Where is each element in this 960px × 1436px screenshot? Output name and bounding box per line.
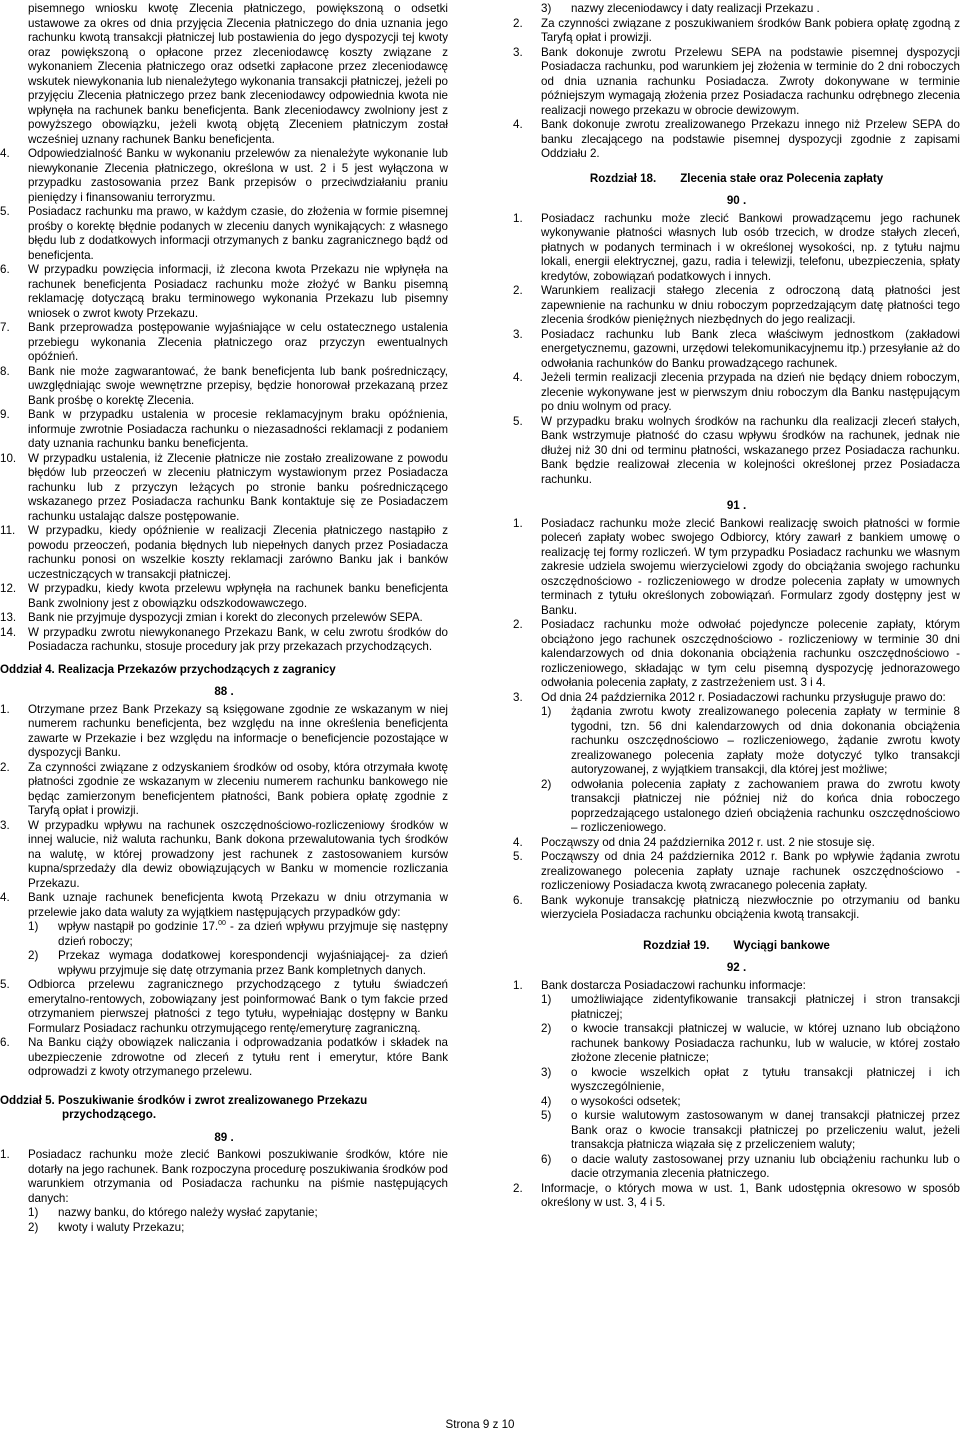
sub-list-item-text: żądania zwrotu kwoty zrealizowanego polecenia zapłaty w terminie 8 tygodni, tzn. 56 dni kalendarzowych od dnia dokonania obciążenia rachunku oszczędnościowo – rozliczeniowego, żądanie zwrotu kwoty zrealizowanego polecenia zapłaty może dotyczyć tylko transakcji autoryzowanej, z wyjątkiem transakcji, dla której jest możliwe; (571, 705, 960, 776)
list-item-text: W przypadku wpływu na rachunek oszczędnościowo-rozliczeniowy środków w innej walucie, niż waluta rachunku, Bank dokona przewalutowania tych środków na walutę, w której prowadzony jest rachunek z zastosowaniem kursów kupna/sprzedaży dla dewiz obowiązujących w Banku w momencie rozliczania Przekazu. (28, 818, 448, 890)
list-item-text: Bank dokonuje zwrotu zrealizowanego Przekazu innego niż Przelew SEPA do banku zlecającego na podstawie pisemnej dyspozycji zgodnie z zapisami Oddziału 2. (541, 118, 960, 160)
list-item (0, 408, 448, 452)
article-91-list (513, 517, 960, 706)
list-item-number: 7. (0, 321, 10, 334)
list-item (0, 263, 448, 321)
list-item-text: Jeżeli termin realizacji zlecenia przypada na dzień nie będący dniem roboczym, zlecenie wykonywane jest w pierwszym dniu roboczym dla Banku następującym po dniu wolnym od pracy. (541, 371, 960, 413)
sub-list-item-text: o kwocie wszelkich opłat z tytułu transakcji płatniczej i ich wyszczególnienie, (571, 1065, 960, 1093)
sub-list-item (513, 1066, 960, 1095)
list-item (513, 118, 960, 162)
list-item-number: 4. (513, 118, 523, 131)
list-item-number: 5. (513, 414, 523, 428)
article-89-item-1: 1. Posiadacz rachunku może zlecić Bankowi poszukiwanie środków, które nie dotarły na jego rachunek. Bank rozpoczyna procedurę poszukiwania środków pod warunkiem otrzymania od Posiadacza rachunku na piśmie następujących danych: (0, 1148, 448, 1205)
list-item-number: 6. (0, 1036, 10, 1049)
list-item-text: W przypadku, kiedy opóźnienie w realizacji Zlecenia płatniczego nastąpiło z powodu przeoczeń, podania błędnych lub niepełnych danych przez Posiadacza rachunku ponosi on wszelkie koszty reklamacji zarówno Banku jak i banków uczestniczących w transakcji płatniczej. (28, 524, 448, 581)
list-item (0, 524, 448, 582)
article-90-list (513, 212, 960, 488)
list-item-number: 4. (0, 147, 10, 160)
list-item (0, 761, 448, 819)
list-item-text: W przypadku ustalenia, iż Zlecenie płatnicze nie zostało zrealizowane z powodu błędów lub przeoczeń w zleceniu płatniczym wystawionym przez Posiadacza rachunku lub z przyczyn leżących po stronie banku pośredniczącego wskazanego przez Posiadacza rachunku Bank kontaktuje się ze Posiadaczem rachunku ustalając dalsze postępowanie. (28, 451, 448, 523)
list-item (513, 836, 960, 851)
list-item-text: Posiadacz rachunku może zlecić Bankowi prowadzącemu jego rachunek wykonywanie płatności własnych lub osób trzecich, w drodze stałych zleceń, płatnych w podanych terminach i w określonej wysokości, np. z tytułu najmu lokali, energii elektrycznej, gazu, radia i telewizji, telefonu, ubezpieczenia, spłaty kredytów, zobowiązań podatkowych i innych. (541, 211, 960, 283)
list-item (0, 626, 448, 655)
sub-list-item-number: 3) (541, 1065, 552, 1079)
list-item (513, 284, 960, 328)
right-column (513, 2, 960, 1211)
list-item-number: 5. (513, 850, 523, 863)
article-88-list-cont (0, 978, 448, 1080)
list-item (513, 328, 960, 372)
sub-list-item-text: nazwy banku, do którego należy wysłać zapytanie; (58, 1206, 318, 1219)
sub-list-item-number: 5) (541, 1109, 552, 1122)
list-item (513, 517, 960, 619)
sub-list-item (513, 1022, 960, 1066)
article-92-item-2: 2. Informacje, o których mowa w ust. 1, Bank udostępnia okresowo w sposób określony w ust. 3, 4 i 5. (513, 1181, 960, 1209)
list-item-number: 5. (0, 205, 10, 218)
list-item (0, 978, 448, 1036)
list-item (0, 321, 448, 365)
list-item (0, 205, 448, 263)
list-item-number: 6. (513, 893, 523, 907)
section-5-title: Oddział 5. Poszukiwanie środków i zwrot zrealizowanego Przekazu przychodzącego. (0, 1093, 368, 1121)
sub-list-item (0, 1206, 448, 1221)
list-item-text: Bank uznaje rachunek beneficjenta kwotą Przekazu w dniu otrzymania w przelewie jako data waluty za wyjątkiem następujących przypadków gdy: (28, 891, 448, 919)
list-item-text: Bank wykonuje transakcję płatniczą niezwłocznie po otrzymaniu od banku wierzyciela Posiadacza rachunku obciążenia kwotą transakcji. (541, 893, 960, 921)
paragraph-92-number: 92 . (726, 961, 747, 974)
list-item-text: Na Banku ciąży obowiązek naliczania i odprowadzania podatków i składek na ubezpieczenie zdrowotne od zleceń z tytułu rent i emerytur, które Bank odprowadzi z kwoty otrzymanego przelewu. (28, 1036, 448, 1078)
list-item-number: 12. (0, 582, 17, 595)
list-item-text: Posiadacz rachunku może zlecić Bankowi realizację swoich płatności w formie poleceń zapłaty wobec swojego Odbiorcy, który zawarł z bankiem umowę o realizację tej formy rozliczeń. W tym przypadku Posiadacz rachunku we własnym zakresie udziela swojemu wierzycielowi zgody do obciążania swojego rachunku oszczędnościowo - rozliczeniowego w drodze polecenia zapłaty w umownych terminach z tytułu określonych zobowiązań. Formularz zgody dostępny jest w Banku. (541, 516, 960, 617)
sub-list-item (513, 705, 960, 778)
article-91-list-cont (513, 836, 960, 923)
list-item-number: 11. (0, 524, 16, 537)
list-item-number: 6. (0, 263, 10, 276)
sub-item-88-4-2: 2) Przekaz wymaga dodatkowej korespondencji wyjaśniającej- za dzień wpływu przyjmuje się datę otrzymania przez Bank kompletnych danych. (28, 949, 448, 977)
list-item-number: 9. (0, 408, 10, 421)
list-item-number: 3. (513, 690, 523, 704)
list-item-text: Posiadacz rachunku może odwołać pojedyncze polecenie zapłaty, którym obciążono jego rachunek oszczędnościowo - rozliczeniowy w terminie 30 dni kalendarzowych od dnia dokonania obciążenia rachunku oszczędnościowo - rozliczeniowego, składając w tym celu pisemną dyspozycję jednorazowego odwołania polecenia zapłaty, z zastrzeżeniem ust. 3 i 4. (541, 618, 960, 689)
list-item-text: Bank w przypadku ustalenia w procesie reklamacyjnym braku opóźnienia, informuje zwrotnie Posiadacza rachunku o niezasadności reklamacji z podaniem daty uznania rachunku banku beneficjenta. (28, 408, 448, 450)
list-item-text: Posiadacz rachunku lub Bank zleca właściwym jednostkom (zakładowi energetycznemu, gazowni, urzędowi telekomunikacyjnemu itp.) przesyłanie aż do odwołania rachunków do Banku prowadzącego rachunek. (541, 327, 960, 370)
list-item-text: Otrzymane przez Bank Przekazy są księgowane zgodnie ze wskazanym w niej numerem rachunku beneficjenta, bez względu na inne określenia beneficjenta zawarte w Przekazie i bez względu na informacje o beneficjencie pozostające w dyspozycji Banku. (28, 702, 448, 759)
sub-list-item-number: 2) (541, 1022, 552, 1035)
sub-item-88-4-1: 1) wpływ nastąpił po godzinie 17.00 - za dzień wpływu przyjmuje się następny dzień roboczy; (28, 920, 448, 948)
list-item (513, 17, 960, 46)
list-item (0, 582, 448, 611)
list-item-text: Posiadacz rachunku ma prawo, w każdym czasie, do złożenia w formie pisemnej prośby o korektę błędnie podanych w zleceniu danych wynikających: z własnego błędu lub z dodatkowych informacji otrzymanych z banku zagranicznego bądź od beneficjenta. (28, 205, 448, 262)
list-item-number: 3. (513, 327, 523, 341)
list-item-number: 1. (0, 702, 10, 716)
list-item-text: W przypadku braku wolnych środków na rachunku dla realizacji zleceń stałych, Bank wstrzymuje płatność do czasu wpływu środków na rachunek, jednak nie dłużej niż 30 dni od terminu płatności, wskazanego przez Posiadacza rachunku. Bank będzie realizował zlecenia w kolejności określonej przez Posiadacza rachunku. (541, 414, 960, 486)
sub-list-item (513, 1153, 960, 1182)
list-item-text: Bank nie może zagwarantować, że bank beneficjenta lub bank pośredniczący, uwzględniając swoje wewnętrzne przepisy, będzie honorował przekazaną przez Bank prośbę o korektę Zlecenia. (28, 364, 448, 407)
list-item-text: Odbiorca przelewu zagranicznego przychodzącego z tytułu świadczeń emerytalno-rentowych, zobowiązany jest poinformować Bank o tym fakcie przed otrzymaniem pierwszej płatności z tego tytułu, wypełniając dostępny w Banku Formularz Posiadacz rachunku otrzymującego rentę/emeryturę zagraniczną. (28, 978, 448, 1035)
list-item-number: 14. (0, 625, 17, 639)
paragraph-91-number: 91 . (726, 499, 747, 512)
list-item (0, 1036, 448, 1080)
list-item-text: Począwszy od dnia 24 października 2012 r. Bank po wpływie żądania zwrotu zrealizowanego polecenia zapłaty uznaje rachunek oszczędnościowo - rozliczeniowy Posiadacza kwotą zwracanego polecenia zapłaty. (541, 850, 960, 892)
chapter-18-heading: Rozdział 18. Zlecenia stałe oraz Polecenia zapłaty (589, 171, 884, 185)
list-item (0, 819, 448, 892)
list-item (0, 365, 448, 409)
list-item-text: Warunkiem realizacji stałego zlecenia z odroczoną datą płatności jest zapewnienie na rachunku w dniu roboczym poprzedzającym datę płatności tego zlecenia środków pieniężnych niezbędnych do jego realizacji. (541, 284, 960, 326)
list-item-text: Za czynności związane z poszukiwaniem środków Bank pobiera opłatę zgodną z Taryfą opłat i prowizji. (541, 16, 960, 44)
list-item-number: 2. (513, 16, 523, 30)
article-92-sub-list (513, 993, 960, 1182)
sub-list-item-text: o wysokości odsetek; (571, 1094, 681, 1108)
list-item-number: 2. (0, 760, 10, 774)
sub-list-item (513, 1095, 960, 1110)
list-item (0, 147, 448, 205)
list-item-text: Bank przeprowadza postępowanie wyjaśniające w celu ostatecznego ustalenia przebiegu wykonania Zlecenia płatniczego oraz przyczyn ewentualnych opóźnień. (28, 321, 448, 363)
list-item (513, 894, 960, 923)
list-item (513, 212, 960, 285)
list-item (513, 850, 960, 894)
list-item-number: 1. (513, 516, 523, 530)
list-item-number: 8. (0, 364, 10, 378)
list-item (0, 891, 448, 920)
article-88-list (0, 703, 448, 921)
list-item-text: W przypadku zwrotu niewykonanego Przekazu Bank, w celu zwrotu środków do Posiadacza rachunku, stosuje procedury jak przy przekazach przychodzących. (28, 625, 448, 653)
sub-list-item (513, 778, 960, 836)
list-item-text: Bank nie przyjmuje dyspozycji zmian i korekt do zleconych przelewów SEPA. (28, 611, 423, 624)
sub-list-item (0, 1221, 448, 1236)
sub-list-item-number: 4) (541, 1094, 552, 1108)
sub-list-item-number: 2) (28, 1220, 39, 1234)
sub-list-item-text: o kursie walutowym zastosowanym w danej transakcji płatniczej przez Bank oraz o kwocie transakcji płatniczej po przeliczeniu walut, jeżeli transakcja płatnicza wiązała się z przeliczeniem waluty; (571, 1109, 960, 1151)
list-item (0, 703, 448, 761)
sub-list-item-text: o dacie waluty zastosowanej przy uznaniu lub obciążeniu rachunku lub o dacie otrzymania zlecenia płatniczego. (571, 1152, 960, 1180)
sub-list-item (513, 1109, 960, 1153)
sub-item-89-3: 3) nazwy zleceniodawcy i daty realizacji Przekazu . (541, 2, 820, 15)
paragraph-88-number: 88 . (214, 685, 234, 698)
list-item-text: Bank dokonuje zwrotu Przelewu SEPA na podstawie pisemnej dyspozycji Posiadacza rachunku, pod warunkiem jej złożenia w terminie do 2 dni roboczych od dnia uznania rachunku Posiadacza. Zwroty dokonywane w terminie późniejszym wymagają złożenia przez Posiadacza rachunku odrębnego zlecenia realizacji nowego przekazu w obrocie dewizowym. (541, 45, 960, 117)
list-item-text: Od dnia 24 października 2012 r. Posiadaczowi rachunku przysługuje prawo do: (541, 690, 946, 704)
page-number-footer: Strona 9 z 10 (445, 1418, 515, 1431)
list-item (0, 611, 448, 626)
sub-list-item-number: 1) (541, 993, 552, 1006)
sub-list-item-text: o kwocie transakcji płatniczej w walucie, w której uznano lub obciążono rachunek bankowy Posiadacza rachunku, lub w walucie, w której zostało złożone zlecenie płatnicze; (571, 1022, 960, 1064)
list-item (513, 371, 960, 415)
sub-list-item-number: 1) (28, 1206, 39, 1219)
chapter-19-heading: Rozdział 19. Wyciągi bankowe (643, 938, 830, 952)
list-item-text: W przypadku powzięcia informacji, iż zlecona kwota Przekazu nie wpłynęła na rachunek beneficjenta Posiadacz rachunku może złożyć w Banku pisemną reklamację dotyczącą braku terminowego wykonania Przekazu lub pisemny wniosek o zwrot kwoty Przekazu. (28, 263, 448, 320)
list-item-text: Odpowiedzialność Banku w wykonaniu przelewów za nienależyte wykonanie lub niewykonanie Zlecenia płatniczego, określona w ust. 2 i 5 jest wyłączona w przypadku zastosowania przez Bank przepisów o przeciwdziałaniu praniu pieniędzy i finansowaniu terroryzmu. (28, 147, 448, 204)
list-item (0, 452, 448, 525)
paragraph-continuation: pisemnego wniosku kwotę Zlecenia płatniczego, powiększoną o odsetki ustawowe za okres od dnia przyjęcia Zlecenia płatniczego do dnia uznania jego rachunku kwotą transakcji płatniczej lub postawienia do jego dyspozycji tej kwoty oraz powiększoną o opłacone przez zleceniodawcę koszty związane z wykonaniem Zlecenia płatniczego oraz odsetki zapłacone przez zleceniodawcę wskutek niewykonania lub nienależytego wykonania transakcji płatniczej, jeżeli po przyjęciu Zlecenia płatniczego przez bank zleceniodawcy odpowiednia kwota nie wpłynęła na rachunek banku beneficjenta. Bank zleceniodawcy zwolniony jest z powyższego obowiązku, jeżeli kwotą objętą Zleceniem płatniczym został wcześniej uznany rachunek Banku beneficjenta. (28, 2, 448, 146)
sub-list-item-number: 6) (541, 1152, 552, 1166)
list-item-text: W przypadku, kiedy kwota przelewu wpłynęła na rachunek banku beneficjenta Bank zwolniony jest z obowiązku odszkodowawczego. (28, 582, 448, 610)
sub-list-item (513, 993, 960, 1022)
article-92-item-1: 1. Bank dostarcza Posiadaczowi rachunku informacje: (513, 978, 806, 992)
left-column (0, 2, 448, 1235)
list-item-number: 10. (0, 451, 17, 465)
list-item-number: 4. (513, 835, 523, 849)
list-item (513, 691, 960, 706)
sub-list-item-text: umożliwiające zidentyfikowanie transakcji płatniczej i stron transakcji płatniczej; (571, 993, 960, 1021)
article-89-sub-list (0, 1206, 448, 1235)
sub-list-item-text: kwoty i waluty Przekazu; (58, 1220, 185, 1234)
list-item-number: 3. (513, 45, 523, 59)
article-89-list-cont (513, 17, 960, 162)
list-item-number: 5. (0, 978, 10, 991)
paragraph-90-number: 90 . (726, 194, 747, 207)
article-91-sub-list (513, 705, 960, 836)
list-item (513, 415, 960, 488)
list-item-number: 13. (0, 611, 17, 624)
list-item (513, 618, 960, 691)
sub-list-item-number: 2) (541, 777, 552, 791)
article-87-list (0, 147, 448, 655)
paragraph-89-number: 89 . (214, 1130, 234, 1144)
list-item (513, 46, 960, 119)
sub-list-item-number: 1) (541, 705, 552, 718)
section-4-title: Oddział 4. Realizacja Przekazów przychodzących z zagranicy (0, 662, 336, 676)
list-item-number: 2. (513, 618, 523, 631)
list-item-text: Za czynności związane z odzyskaniem środków od osoby, która otrzymała kwotę płatności zgodnie ze wskazanym w zleceniu numerem rachunku bankowego nie będąc zamierzonym beneficjentem płatności, Bank pobiera opłatę zgodnie z Taryfą opłat i prowizji. (28, 760, 448, 817)
list-item-text: Począwszy od dnia 24 października 2012 r. ust. 2 nie stosuje się. (541, 835, 875, 849)
list-item-number: 1. (513, 211, 523, 225)
sub-list-item-text: odwołania polecenia zapłaty z zachowaniem prawa do zwrotu kwoty transakcji płatniczej nie później niż do końca dnia roboczego poprzedzającego ustalonego dzień obciążenia rachunku oszczędnościowo – rozliczeniowego. (571, 777, 960, 834)
list-item-number: 2. (513, 284, 523, 297)
list-item-number: 4. (0, 891, 10, 904)
list-item-number: 3. (0, 818, 10, 832)
list-item-number: 4. (513, 371, 523, 384)
